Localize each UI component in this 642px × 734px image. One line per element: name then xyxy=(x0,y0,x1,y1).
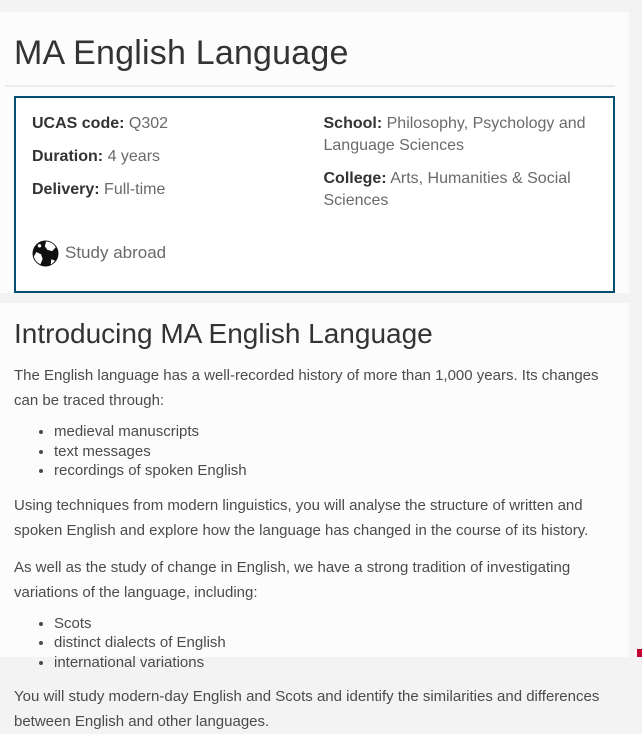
fact-school-value: Philosophy, Psychology and Language Sciences xyxy=(323,114,586,154)
fact-delivery-label: Delivery: xyxy=(32,180,100,198)
fact-school xyxy=(324,113,598,157)
fact-duration-value: 4 years xyxy=(107,147,161,165)
list-item: • medieval manuscripts xyxy=(54,422,615,442)
fact-college xyxy=(324,168,598,212)
list-item: • distinct dialects of English xyxy=(54,633,615,653)
clipped-red-element xyxy=(637,649,642,657)
list-item: • text messages xyxy=(54,442,615,462)
fact-duration-label: Duration: xyxy=(32,147,104,165)
globe-icon xyxy=(32,240,59,267)
introduction-heading: Introducing MA English Language xyxy=(14,318,433,349)
fact-ucas-code-value: Q302 xyxy=(128,114,169,132)
fact-ucas-code-label: UCAS code: xyxy=(32,114,125,132)
fact-college-value: Arts, Humanities & Social Sciences xyxy=(323,169,571,209)
fact-school-label: School: xyxy=(323,114,383,132)
introduction-section xyxy=(0,303,629,730)
traced-through-list xyxy=(14,422,615,481)
facts-columns xyxy=(32,113,597,223)
intro-paragraph-1: The English language has a well-recorded history of more than 1,000 years. Its changes can be traced through: xyxy=(14,367,599,409)
fact-duration xyxy=(32,146,315,168)
hero-section xyxy=(0,12,629,293)
list-item: • international variations xyxy=(54,653,615,673)
fact-ucas-code xyxy=(32,113,315,135)
variations-list xyxy=(14,614,615,673)
intro-paragraph-4: You will study modern-day English and Scots and identify the similarities and differences between English and other languages. xyxy=(14,688,600,730)
list-item: • Scots xyxy=(54,614,615,634)
fact-delivery-value: Full-time xyxy=(104,180,166,198)
page-title: MA English Language xyxy=(14,34,349,72)
list-item: • recordings of spoken English xyxy=(54,461,615,481)
key-facts-box xyxy=(14,96,615,293)
fact-college-label: College: xyxy=(323,169,387,187)
intro-paragraph-2: Using techniques from modern linguistics, you will analyse the structure of written and spoken English and explore how the language has changed in the course of its history. xyxy=(14,496,589,539)
facts-column-left xyxy=(32,113,315,223)
study-abroad-row xyxy=(32,240,597,267)
fact-delivery xyxy=(32,179,315,201)
facts-column-right xyxy=(315,113,598,223)
study-abroad-label: Study abroad xyxy=(65,243,167,263)
title-divider xyxy=(5,85,615,87)
intro-paragraph-3: As well as the study of change in English, we have a strong tradition of investigating variations of the language, including: xyxy=(14,558,571,601)
